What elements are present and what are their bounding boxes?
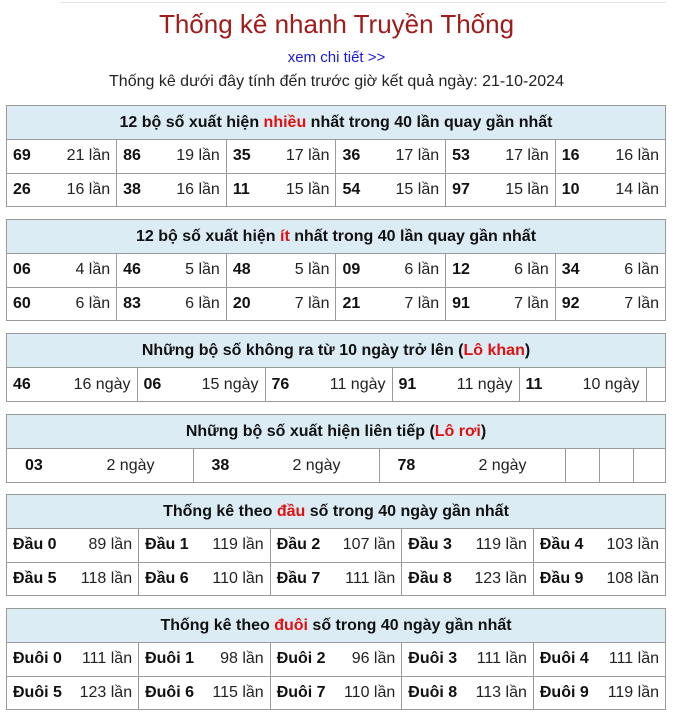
stat-cell (117, 254, 227, 287)
pair-number: 91 (452, 294, 470, 312)
stat-cell (336, 140, 446, 173)
pair-count: 7 lần (514, 294, 549, 312)
tail-count: 98 lần (220, 650, 264, 668)
pair-number: 53 (452, 147, 470, 165)
section-title (7, 609, 665, 643)
stat-cell (392, 368, 519, 401)
stat-cell (336, 254, 446, 287)
title-text: ) (524, 342, 531, 359)
title-text: nhất trong 40 lần quay gần nhất (289, 228, 537, 245)
stat-cell (446, 140, 556, 173)
lo-khan-section (6, 333, 666, 402)
tail-count: 110 lần (343, 683, 396, 701)
stat-cell (446, 254, 556, 287)
head-count: 119 lần (475, 536, 527, 554)
head-count: 89 lần (88, 536, 133, 554)
tail-count: 115 lần (212, 683, 264, 701)
empty-cell (565, 449, 599, 482)
stat-cell (7, 529, 139, 562)
head-digit: Đầu 2 (276, 536, 321, 554)
tail-digit: Đuôi 6 (145, 683, 194, 701)
days-count: 15 ngày (201, 375, 259, 393)
title-text: ) (480, 423, 487, 440)
head-digit: Đầu 9 (539, 569, 584, 587)
head-count: 123 lần (474, 569, 527, 587)
head-count: 110 lần (212, 569, 264, 587)
most-frequent-section (6, 105, 666, 207)
stat-cell (446, 173, 556, 206)
tail-count: 111 lần (476, 650, 527, 668)
pair-number: 60 (13, 294, 31, 312)
pair-number: 54 (342, 180, 361, 198)
duoi-section (6, 608, 666, 710)
stat-cell (193, 449, 379, 482)
most-frequent-table (7, 140, 665, 206)
tail-digit: Đuôi 8 (408, 683, 458, 701)
pair-count: 16 lần (66, 180, 111, 198)
title-text: nhất trong 40 lần quay gần nhất (306, 114, 553, 131)
pair-number: 34 (561, 261, 580, 279)
stat-cell (270, 643, 402, 676)
pair-number: 11 (525, 375, 543, 393)
pair-count: 4 lần (75, 261, 111, 279)
pair-number: 92 (561, 294, 580, 312)
stat-cell (555, 140, 665, 173)
head-digit: Đầu 8 (408, 569, 452, 587)
stat-cell (7, 140, 117, 173)
head-count: 103 lần (606, 536, 659, 554)
pair-number: 46 (123, 261, 141, 279)
table-row (7, 562, 665, 595)
tail-count: 111 lần (608, 650, 659, 668)
pair-count: 17 lần (395, 147, 440, 165)
pair-number: 76 (271, 375, 290, 393)
page-title: Thống kê nhanh Truyền Thống (158, 9, 515, 39)
pair-count: 6 lần (185, 294, 220, 312)
tail-digit: Đuôi 9 (539, 683, 589, 701)
pair-count: 21 lần (66, 147, 111, 165)
pair-count: 15 lần (505, 180, 549, 198)
head-count: 119 lần (212, 536, 264, 554)
pair-number: 97 (452, 180, 470, 198)
stat-cell (533, 676, 665, 709)
tail-digit: Đuôi 4 (539, 650, 589, 668)
stat-cell (7, 562, 139, 595)
head-digit: Đầu 1 (145, 536, 189, 554)
dau-section (6, 494, 666, 596)
head-digit: Đầu 0 (13, 536, 57, 554)
stat-cell (226, 254, 336, 287)
lo-roi-section (6, 414, 666, 483)
empty-cell (599, 449, 633, 482)
pair-count: 7 lần (294, 294, 330, 312)
tail-digit: Đuôi 5 (13, 683, 62, 701)
pair-number: 91 (398, 375, 417, 393)
pair-count: 14 lần (615, 180, 659, 198)
table-row (7, 140, 665, 173)
head-count: 107 lần (342, 536, 396, 554)
pair-count: 15 lần (285, 180, 330, 198)
section-title (7, 495, 665, 529)
stat-cell (265, 368, 392, 401)
stat-cell (336, 287, 446, 320)
empty-cell (633, 449, 665, 482)
title-highlight: Lô khan (463, 342, 525, 359)
title-highlight: đầu (276, 503, 306, 520)
title-text: Những bộ số xuất hiện liên tiếp ( (185, 423, 435, 440)
pair-count: 6 lần (624, 261, 659, 279)
days-count: 16 ngày (73, 375, 131, 393)
top-divider (60, 2, 666, 3)
stat-cell (533, 529, 665, 562)
tail-count: 111 lần (81, 650, 133, 668)
pair-count: 6 lần (75, 294, 111, 312)
pair-number: 16 (561, 147, 580, 165)
section-title (7, 220, 665, 254)
pair-number: 09 (342, 261, 361, 279)
tail-digit: Đuôi 0 (13, 650, 62, 668)
stat-cell (226, 173, 336, 206)
pair-count: 5 lần (185, 261, 220, 279)
tail-count: 119 lần (607, 683, 659, 701)
empty-cell (646, 368, 665, 401)
days-count: 2 ngày (292, 456, 341, 474)
pair-count: 19 lần (176, 147, 220, 165)
stat-cell (402, 643, 534, 676)
duoi-table (7, 643, 665, 709)
tail-count: 113 lần (475, 683, 527, 701)
pair-count: 17 lần (285, 147, 330, 165)
pair-number: 06 (143, 375, 162, 393)
days-count: 2 ngày (106, 456, 155, 474)
title-highlight: ít (280, 228, 290, 245)
least-frequent-section (6, 219, 666, 321)
stat-cell (117, 287, 227, 320)
pair-number: 20 (232, 294, 251, 312)
pair-number: 83 (123, 294, 141, 312)
days-count: 11 ngày (456, 375, 513, 393)
head-count: 111 lần (345, 569, 396, 587)
pair-count: 6 lần (404, 261, 440, 279)
pair-number: 48 (232, 261, 251, 279)
pair-count: 5 lần (294, 261, 330, 279)
pair-number: 69 (13, 147, 31, 165)
pair-number: 35 (232, 147, 251, 165)
page-subtitle: Thống kê dưới đây tính đến trước giờ kết quả ngày: 21-10-2024 (109, 73, 564, 90)
days-count: 2 ngày (478, 456, 527, 474)
tail-count: 123 lần (79, 683, 133, 701)
stat-cell (270, 676, 402, 709)
section-title (7, 415, 665, 449)
stat-cell (7, 254, 117, 287)
stat-cell (270, 529, 402, 562)
stat-cell (7, 368, 137, 401)
table-row (7, 529, 665, 562)
pair-number: 06 (13, 261, 31, 279)
stat-cell (446, 287, 556, 320)
head-digit: Đầu 4 (539, 536, 584, 554)
table-row (7, 676, 665, 709)
page-header (0, 4, 673, 93)
section-title (7, 334, 665, 368)
stat-cell (336, 173, 446, 206)
least-frequent-table (7, 254, 665, 320)
title-text: số trong 40 ngày gần nhất (307, 617, 512, 634)
title-text: 12 bộ số xuất hiện (119, 114, 264, 131)
pair-number: 11 (232, 180, 250, 198)
title-highlight: đuôi (274, 617, 308, 634)
stat-cell (270, 562, 402, 595)
days-count: 11 ngày (329, 375, 386, 393)
stat-cell (226, 140, 336, 173)
stat-cell (533, 562, 665, 595)
pair-count: 16 lần (176, 180, 220, 198)
stat-cell (139, 643, 271, 676)
pair-number: 10 (561, 180, 580, 198)
stat-cell (139, 676, 271, 709)
head-digit: Đầu 3 (408, 536, 452, 554)
pair-count: 17 lần (505, 147, 549, 165)
tail-digit: Đuôi 2 (276, 650, 326, 668)
title-text: Thống kê theo (160, 617, 275, 634)
lo-khan-table (7, 368, 665, 401)
table-row (7, 643, 665, 676)
head-digit: Đầu 6 (145, 569, 189, 587)
stat-cell (402, 529, 534, 562)
stat-cell (533, 643, 665, 676)
days-count: 10 ngày (582, 375, 640, 393)
stat-cell (7, 287, 117, 320)
stat-cell (7, 676, 139, 709)
stat-cell (226, 287, 336, 320)
pair-count: 7 lần (624, 294, 659, 312)
pair-number: 21 (342, 294, 361, 312)
stat-cell (402, 562, 534, 595)
view-details-link[interactable]: xem chi tiết >> (287, 49, 386, 66)
pair-number: 78 (397, 456, 416, 474)
stat-cell (379, 449, 565, 482)
stat-cell (555, 254, 665, 287)
table-row (7, 173, 665, 206)
stat-cell (117, 140, 227, 173)
stat-cell (402, 676, 534, 709)
title-highlight: nhiều (263, 114, 307, 131)
table-row (7, 368, 665, 401)
pair-count: 15 lần (395, 180, 440, 198)
stat-cell (139, 562, 271, 595)
head-digit: Đầu 7 (276, 569, 321, 587)
stat-cell (555, 287, 665, 320)
pair-number: 38 (211, 456, 230, 474)
title-text: số trong 40 ngày gần nhất (305, 503, 509, 520)
stat-cell (7, 449, 193, 482)
stat-cell (139, 529, 271, 562)
title-text: 12 bộ số xuất hiện (135, 228, 280, 245)
tail-digit: Đuôi 1 (145, 650, 194, 668)
section-title (7, 106, 665, 140)
stat-cell (7, 643, 139, 676)
head-count: 108 lần (606, 569, 659, 587)
title-text: Những bộ số không ra từ 10 ngày trở lên ( (141, 342, 464, 359)
stat-cell (519, 368, 646, 401)
title-highlight: Lô rơi (434, 423, 481, 440)
pair-number: 46 (13, 375, 31, 393)
pair-number: 36 (342, 147, 361, 165)
title-text: Thống kê theo (163, 503, 277, 520)
pair-count: 6 lần (514, 261, 549, 279)
stat-cell (7, 173, 117, 206)
pair-number: 12 (452, 261, 470, 279)
head-count: 118 lần (80, 569, 133, 587)
tail-digit: Đuôi 3 (408, 650, 458, 668)
table-row (7, 287, 665, 320)
head-digit: Đầu 5 (13, 569, 57, 587)
pair-number: 26 (13, 180, 31, 198)
table-row (7, 254, 665, 287)
pair-number: 86 (123, 147, 141, 165)
pair-count: 16 lần (615, 147, 659, 165)
pair-count: 7 lần (404, 294, 440, 312)
stat-cell (117, 173, 227, 206)
pair-number: 38 (123, 180, 141, 198)
pair-number: 03 (25, 456, 43, 474)
tail-digit: Đuôi 7 (276, 683, 326, 701)
tail-count: 96 lần (351, 650, 396, 668)
lo-roi-table (7, 449, 665, 482)
stat-cell (137, 368, 265, 401)
table-row (7, 449, 665, 482)
dau-table (7, 529, 665, 595)
stat-cell (555, 173, 665, 206)
